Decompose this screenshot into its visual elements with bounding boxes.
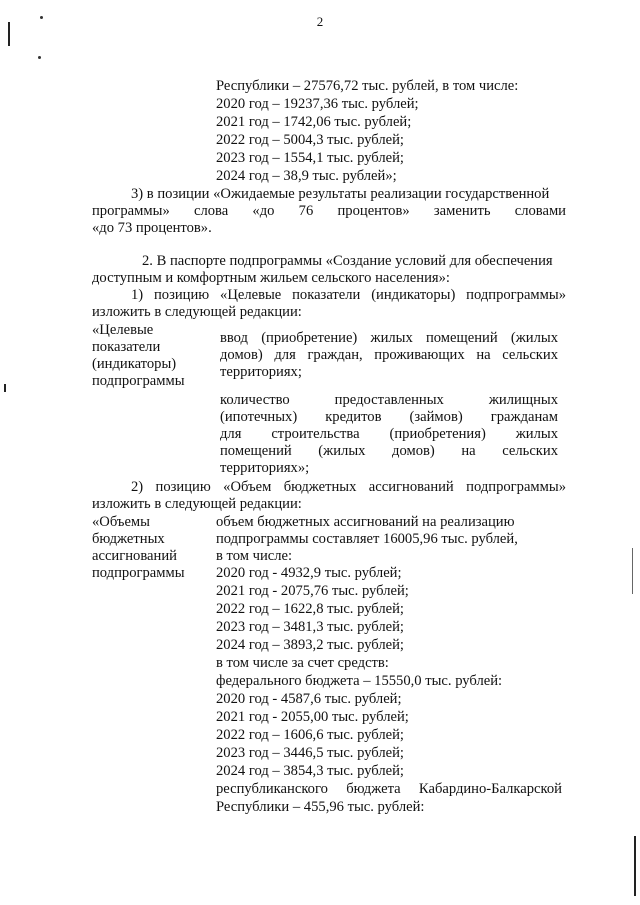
text-line: количество предоставленных жилищных — [220, 392, 558, 408]
text-line: 2024 год – 3854,3 тыс. рублей; — [216, 763, 404, 779]
text-line: «до 73 процентов». — [92, 220, 212, 236]
scan-artifact-right-bar — [632, 548, 633, 594]
text-line: 2021 год - 2055,00 тыс. рублей; — [216, 709, 409, 725]
page-number: 2 — [316, 14, 324, 29]
text-line: 2023 год – 3481,3 тыс. рублей; — [216, 619, 404, 635]
row-label: «Объемы — [92, 514, 150, 530]
scan-artifact-dot — [38, 56, 41, 59]
text-line: территориях»; — [220, 460, 310, 476]
text-line: программы» слова «до 76 процентов» заменить словами — [92, 203, 566, 219]
text-line: ввод (приобретение) жилых помещений (жилых — [220, 330, 558, 346]
text-line: 2020 год – 19237,36 тыс. рублей; — [216, 96, 419, 112]
text-line: федерального бюджета – 15550,0 тыс. рублей: — [216, 673, 503, 689]
text-line: Республики – 27576,72 тыс. рублей, в том числе: — [216, 78, 519, 94]
text-line: в том числе: — [216, 548, 293, 564]
row-label: показатели — [92, 339, 161, 355]
row-label: «Целевые — [92, 322, 154, 338]
text-line: домов) для граждан, проживающих на сельских — [220, 347, 558, 363]
row-label: (индикаторы) — [92, 356, 177, 372]
text-line: 3) в позиции «Ожидаемые результаты реализации государственной — [131, 186, 550, 202]
text-line: для строительства (приобретения) жилых — [220, 426, 558, 442]
text-line: подпрограммы составляет 16005,96 тыс. рублей, — [216, 531, 518, 547]
text-line: 2020 год - 4932,9 тыс. рублей; — [216, 565, 402, 581]
text-line: 2024 год – 3893,2 тыс. рублей; — [216, 637, 404, 653]
scan-artifact-right-bar — [634, 836, 636, 896]
text-line: доступным и комфортным жильем сельского населения»: — [92, 270, 450, 286]
text-line: 1) позицию «Целевые показатели (индикаторы) подпрограммы» — [131, 287, 566, 303]
text-line: 2021 год – 1742,06 тыс. рублей; — [216, 114, 412, 130]
section-heading: 2. В паспорте подпрограммы «Создание условий для обеспечения — [142, 253, 553, 269]
text-line: в том числе за счет средств: — [216, 655, 389, 671]
text-line: изложить в следующей редакции: — [92, 496, 302, 512]
text-line: 2022 год – 1606,6 тыс. рублей; — [216, 727, 404, 743]
text-line: 2022 год – 5004,3 тыс. рублей; — [216, 132, 404, 148]
scan-artifact-left-tick — [4, 384, 6, 392]
row-label: подпрограммы — [92, 565, 185, 581]
text-line: 2023 год – 1554,1 тыс. рублей; — [216, 150, 404, 166]
text-line: (ипотечных) кредитов (займов) гражданам — [220, 409, 558, 425]
text-line: изложить в следующей редакции: — [92, 304, 302, 320]
text-line: помещений (жилых домов) на сельских — [220, 443, 558, 459]
row-label: бюджетных — [92, 531, 165, 547]
text-line: 2021 год - 2075,76 тыс. рублей; — [216, 583, 409, 599]
row-label: подпрограммы — [92, 373, 185, 389]
text-line: 2) позицию «Объем бюджетных ассигнований подпрограммы» — [131, 479, 566, 495]
text-line: 2020 год - 4587,6 тыс. рублей; — [216, 691, 402, 707]
text-line: территориях; — [220, 364, 302, 380]
text-line: Республики – 455,96 тыс. рублей: — [216, 799, 425, 815]
text-line: 2023 год – 3446,5 тыс. рублей; — [216, 745, 404, 761]
text-line: объем бюджетных ассигнований на реализацию — [216, 514, 515, 530]
text-line: 2022 год – 1622,8 тыс. рублей; — [216, 601, 404, 617]
row-label: ассигнований — [92, 548, 177, 564]
text-line: республиканского бюджета Кабардино-Балкарской — [216, 781, 562, 797]
text-line: 2024 год – 38,9 тыс. рублей»; — [216, 168, 397, 184]
